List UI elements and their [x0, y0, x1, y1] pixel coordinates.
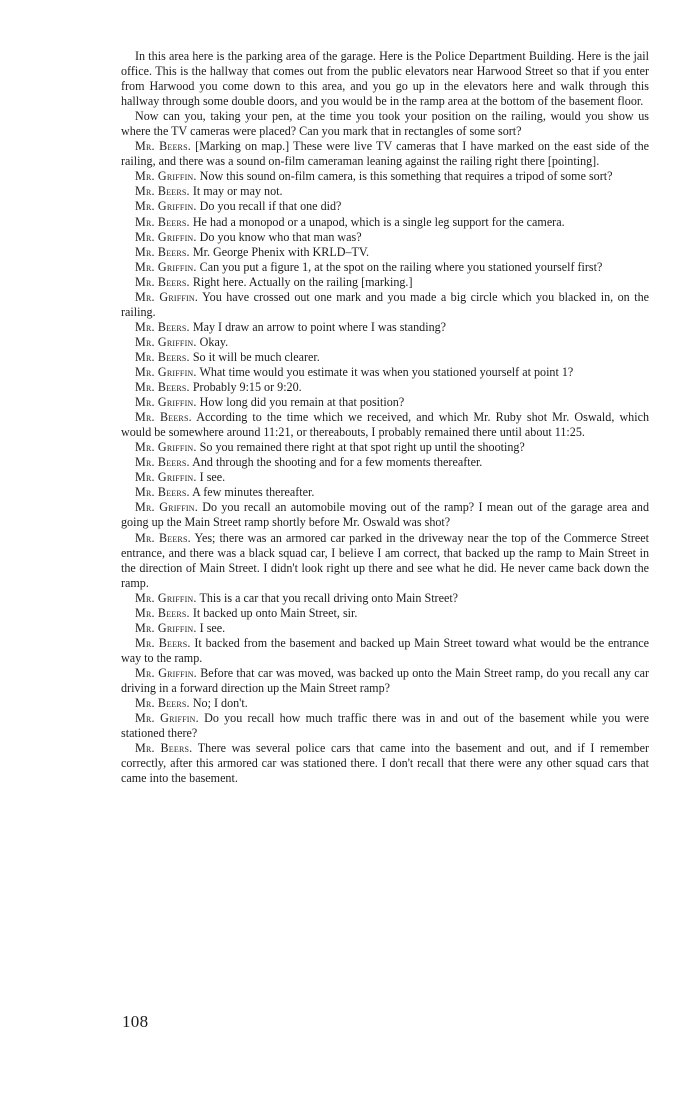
testimony-paragraph	[121, 365, 649, 380]
speaker-name: Mr. Griffin.	[135, 169, 197, 184]
paragraph-text: And through the shooting and for a few moments thereafter.	[192, 455, 483, 470]
paragraph-text: So it will be much clearer.	[192, 349, 320, 364]
testimony-paragraph	[121, 666, 649, 696]
testimony-paragraph	[121, 470, 649, 485]
speaker-name: Mr. Beers.	[135, 319, 190, 334]
paragraph-text: May I draw an arrow to point where I was standing?	[192, 319, 447, 334]
testimony-paragraph	[121, 215, 649, 230]
testimony-paragraph	[121, 741, 649, 786]
testimony-paragraph	[121, 621, 649, 636]
testimony-paragraph	[121, 184, 649, 199]
testimony-paragraph	[121, 230, 649, 245]
testimony-paragraph	[121, 139, 649, 169]
speaker-name: Mr. Griffin.	[135, 199, 197, 214]
paragraph-text: It backed from the basement and backed up Main Street toward what would be the entrance way to the ramp.	[121, 635, 649, 665]
paragraph-text: Before that car was moved, was backed up onto the Main Street ramp, do you recall any car driving in a forward direction up the Main Street ramp?	[121, 665, 649, 695]
paragraph-text: Probably 9:15 or 9:20.	[192, 380, 302, 395]
speaker-name: Mr. Beers.	[135, 184, 190, 199]
paragraph-text: Do you know who that man was?	[199, 229, 362, 244]
paragraph-text: Do you recall how much traffic there was in and out of the basement while you were stationed there?	[121, 711, 649, 741]
testimony-paragraph	[121, 440, 649, 455]
testimony-paragraph	[121, 455, 649, 470]
testimony-paragraph	[121, 410, 649, 440]
paragraph-text: Right here. Actually on the railing [marking.]	[192, 274, 413, 289]
paragraph-text: Do you recall an automobile moving out of the ramp? I mean out of the garage area and going up the Main Street ramp shortly before Mr. Oswald was shot?	[121, 500, 650, 530]
speaker-name: Mr. Griffin.	[135, 620, 197, 635]
speaker-name: Mr. Beers.	[135, 605, 190, 620]
paragraph-text: How long did you remain at that position?	[199, 395, 405, 410]
testimony-paragraph	[121, 290, 649, 320]
paragraph-text: There was several police cars that came into the basement and out, and if I remember correctly, after this armored car was stationed there. I don't recall that there were any other squad cars that came into the basement.	[121, 741, 649, 786]
paragraph-text: You have crossed out one mark and you made a big circle which you blacked in, on the railing.	[121, 289, 649, 319]
speaker-name: Mr. Beers.	[135, 349, 190, 364]
testimony-paragraph	[121, 199, 649, 214]
speaker-name: Mr. Beers.	[135, 635, 191, 650]
speaker-name: Mr. Griffin.	[135, 500, 198, 515]
paragraph-text: In this area here is the parking area of the garage. Here is the Police Department Building. Here is the jail office. This is the hallway that comes out from the public elevators near Harwood Street so that if you enter from Harwood you come down to this area, and you go up in the elevators here and walk through this hallway through some double doors, and you would be in the ramp area at the bottom of the basement floor.	[121, 49, 649, 109]
speaker-name: Mr. Beers.	[135, 274, 190, 289]
testimony-paragraph	[121, 275, 649, 290]
speaker-name: Mr. Griffin.	[135, 470, 197, 485]
speaker-name: Mr. Beers.	[135, 485, 190, 500]
speaker-name: Mr. Griffin.	[135, 229, 197, 244]
testimony-paragraph	[121, 485, 649, 500]
paragraph-text: [Marking on map.] These were live TV cameras that I have marked on the east side of the railing, and there was a sound on-film cameraman leaning against the railing right there [pointing].	[121, 139, 649, 169]
paragraph-text: I see.	[199, 620, 226, 635]
testimony-paragraph	[121, 335, 649, 350]
speaker-name: Mr. Beers.	[135, 244, 190, 259]
speaker-name: Mr. Griffin.	[135, 395, 197, 410]
testimony-paragraph	[121, 591, 649, 606]
narrative-paragraph	[121, 49, 649, 109]
paragraph-text: Do you recall if that one did?	[199, 199, 342, 214]
speaker-name: Mr. Beers.	[135, 530, 191, 545]
speaker-name: Mr. Griffin.	[135, 440, 197, 455]
paragraph-text: Yes; there was an armored car parked in the driveway near the top of the Commerce Street entrance, and there was a black squad car, I believe I am correct, that backed up the ramp to Main Street in the direction of Main Street. I didn't look right up there and see what he did. He never came back down the ramp.	[121, 530, 649, 590]
speaker-name: Mr. Beers.	[135, 410, 192, 425]
testimony-paragraph	[121, 500, 649, 530]
paragraph-text: It backed up onto Main Street, sir.	[192, 605, 358, 620]
speaker-name: Mr. Griffin.	[135, 665, 197, 680]
speaker-name: Mr. Beers.	[135, 455, 190, 470]
testimony-paragraph	[121, 531, 649, 591]
testimony-paragraph	[121, 696, 649, 711]
speaker-name: Mr. Beers.	[135, 380, 190, 395]
speaker-name: Mr. Beers.	[135, 696, 190, 711]
testimony-paragraph	[121, 260, 649, 275]
paragraph-text: What time would you estimate it was when you stationed yourself at point 1?	[199, 364, 574, 379]
testimony-paragraph	[121, 380, 649, 395]
speaker-name: Mr. Beers.	[135, 214, 190, 229]
speaker-name: Mr. Griffin.	[135, 289, 199, 304]
paragraph-text: I see.	[199, 470, 226, 485]
testimony-paragraph	[121, 395, 649, 410]
paragraph-text: Now can you, taking your pen, at the time you took your position on the railing, would you show us where the TV cameras were placed? Can you mark that in rectangles of some sort?	[121, 109, 649, 139]
speaker-name: Mr. Griffin.	[135, 364, 197, 379]
paragraph-text: He had a monopod or a unapod, which is a single leg support for the camera.	[192, 214, 565, 229]
narrative-paragraph	[121, 109, 649, 139]
paragraph-text: Now this sound on-film camera, is this something that requires a tripod of some sort?	[199, 169, 613, 184]
paragraph-text: This is a car that you recall driving onto Main Street?	[199, 590, 459, 605]
testimony-paragraph	[121, 320, 649, 335]
paragraph-text: So you remained there right at that spot right up until the shooting?	[199, 440, 525, 455]
speaker-name: Mr. Beers.	[135, 741, 193, 756]
speaker-name: Mr. Griffin.	[135, 711, 199, 726]
testimony-paragraph	[121, 606, 649, 621]
paragraph-text: It may or may not.	[192, 184, 283, 199]
paragraph-text: Mr. George Phenix with KRLD–TV.	[192, 244, 370, 259]
paragraph-text: A few minutes thereafter.	[192, 485, 315, 500]
speaker-name: Mr. Griffin.	[135, 259, 197, 274]
paragraph-text: No; I don't.	[192, 696, 248, 711]
speaker-name: Mr. Beers.	[135, 139, 191, 154]
testimony-paragraph	[121, 711, 649, 741]
testimony-paragraph	[121, 350, 649, 365]
testimony-paragraph	[121, 636, 649, 666]
transcript-body	[121, 49, 649, 786]
paragraph-text: According to the time which we received, and which Mr. Ruby shot Mr. Oswald, which would be somewhere around 11:21, or thereabouts, I probably remained there until about 11:25.	[121, 410, 649, 440]
speaker-name: Mr. Griffin.	[135, 590, 197, 605]
page-number: 108	[122, 1012, 149, 1031]
testimony-paragraph	[121, 169, 649, 184]
paragraph-text: Okay.	[199, 334, 229, 349]
paragraph-text: Can you put a figure 1, at the spot on the railing where you stationed yourself first?	[199, 259, 603, 274]
speaker-name: Mr. Griffin.	[135, 334, 197, 349]
testimony-paragraph	[121, 245, 649, 260]
